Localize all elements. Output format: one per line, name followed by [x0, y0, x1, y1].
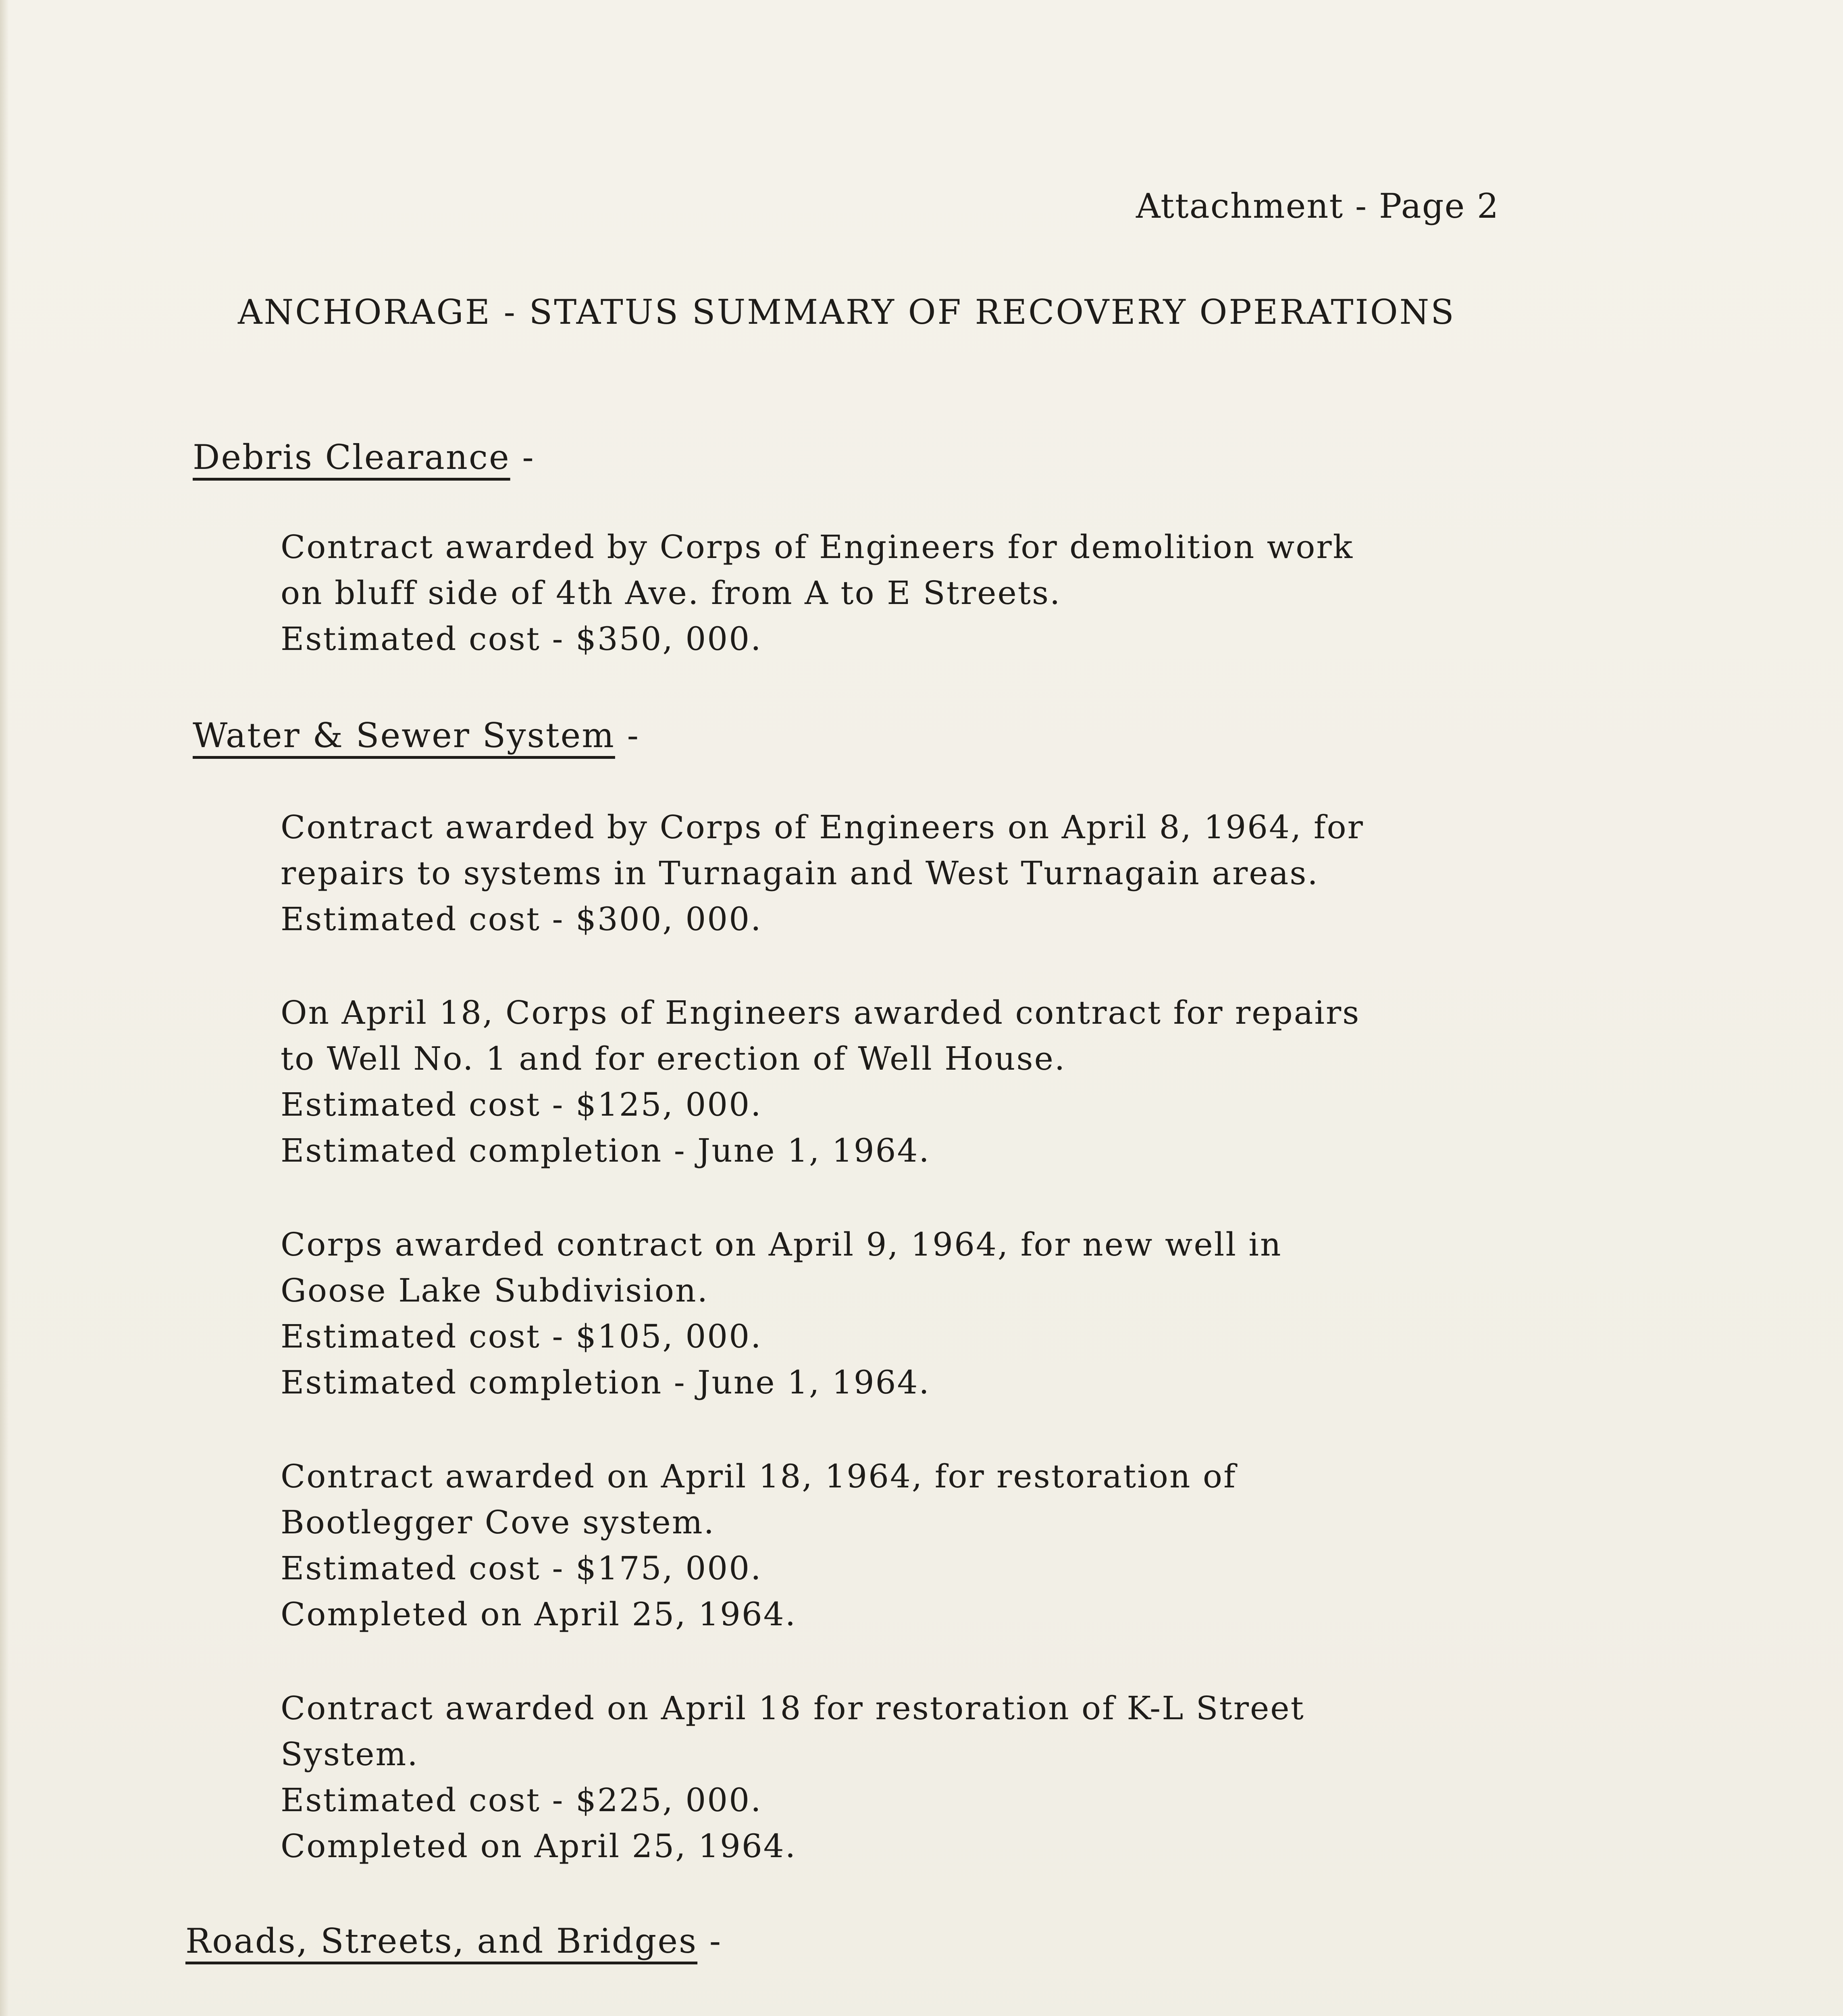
section-heading-text: Water & Sewer System [193, 716, 615, 755]
paragraph-line: Estimated cost - $300, 000. [281, 900, 762, 938]
paragraph-line: Estimated cost - $350, 000. [281, 620, 762, 658]
paragraph-line: on bluff side of 4th Ave. from A to E Streets. [281, 574, 1061, 612]
page-label: Attachment - Page 2 [1136, 186, 1500, 226]
paragraph-line: Estimated cost - $225, 000. [281, 1781, 762, 1819]
section-heading-suffix: - [697, 1921, 722, 1961]
paragraph-line: Completed on April 25, 1964. [281, 1827, 797, 1865]
paragraph-line: repairs to systems in Turnagain and West Turnagain areas. [281, 854, 1319, 892]
paragraph-line: Contract awarded on April 18, 1964, for restoration of [281, 1458, 1237, 1495]
section-heading-roads-streets-bridges [185, 1921, 722, 1961]
paragraph-line: to Well No. 1 and for erection of Well House. [281, 1040, 1066, 1077]
paragraph-line: Estimated completion - June 1, 1964. [281, 1364, 930, 1401]
paragraph-well-no-1 [281, 990, 1360, 1174]
section-heading-text: Roads, Streets, and Bridges [185, 1921, 698, 1961]
paragraph-turnagain-repairs [281, 804, 1364, 942]
paragraph-line: Estimated completion - June 1, 1964. [281, 1132, 930, 1169]
paragraph-line: Estimated cost - $175, 000. [281, 1549, 762, 1587]
paragraph-bootlegger-cove [281, 1454, 1237, 1637]
section-heading-suffix: - [615, 716, 640, 755]
section-heading-debris-clearance [193, 437, 535, 477]
paragraph-debris-contract [281, 524, 1354, 662]
paragraph-line: Bootlegger Cove system. [281, 1504, 716, 1541]
page-edge-shadow [0, 0, 9, 2016]
paragraph-goose-lake-well [281, 1222, 1282, 1406]
paragraph-line: Goose Lake Subdivision. [281, 1272, 709, 1309]
paragraph-line: Contract awarded by Corps of Engineers for demolition work [281, 528, 1354, 566]
paragraph-line: Contract awarded on April 18 for restoration of K-L Street [281, 1689, 1305, 1727]
paragraph-k-l-street [281, 1685, 1305, 1869]
paragraph-line: On April 18, Corps of Engineers awarded contract for repairs [281, 994, 1360, 1031]
paragraph-line: Estimated cost - $125, 000. [281, 1086, 762, 1123]
document-title: ANCHORAGE - STATUS SUMMARY OF RECOVERY OPERATIONS [238, 292, 1456, 332]
paragraph-roads-engineering [274, 2012, 1331, 2016]
paragraph-line: System. [281, 1735, 419, 1773]
paragraph-line: Estimated cost - $105, 000. [281, 1318, 762, 1355]
paragraph-line: Contract awarded by Corps of Engineers on April 8, 1964, for [281, 808, 1364, 846]
paragraph-line: Corps awarded contract on April 9, 1964, for new well in [281, 1226, 1282, 1263]
section-heading-text: Debris Clearance [193, 437, 510, 477]
paragraph-line [274, 2012, 1331, 2016]
section-heading-water-sewer [193, 716, 640, 755]
section-heading-suffix: - [510, 437, 535, 477]
paragraph-line: Completed on April 25, 1964. [281, 1595, 797, 1633]
